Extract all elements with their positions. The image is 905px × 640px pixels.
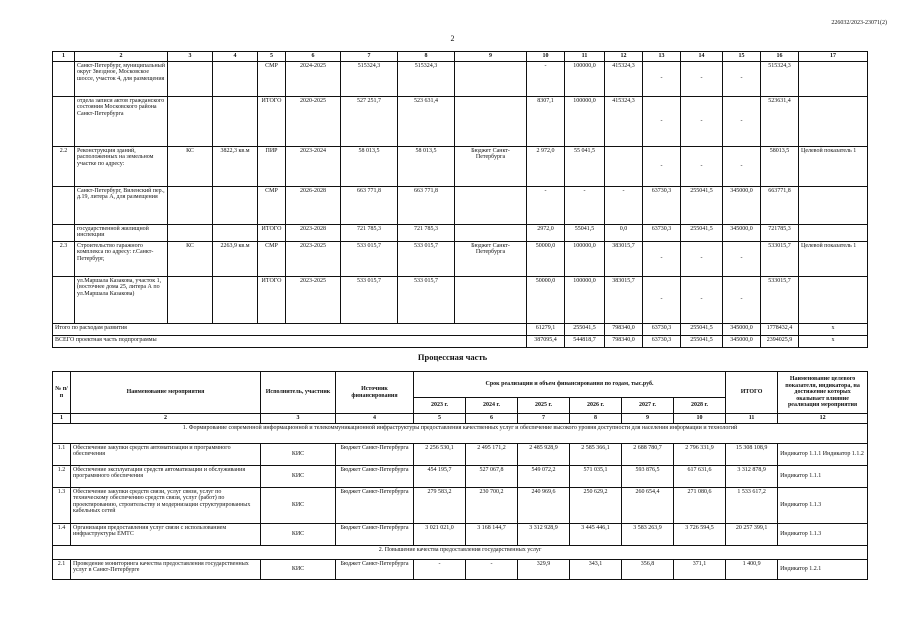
- table-row: [53, 224, 868, 241]
- table-cell: Санкт-Петербург, Виленский пер., д.19, литера А, для размещения: [75, 186, 168, 224]
- row-year-value: 329,9: [518, 559, 570, 579]
- total-development-row: [53, 323, 868, 335]
- table-cell: -: [643, 276, 681, 323]
- table-cell: 100000,0: [565, 276, 605, 323]
- year-header: 2025 г.: [518, 398, 570, 414]
- table-cell: 2020-2025: [286, 96, 341, 146]
- table-cell: Санкт-Петербург, муниципальный округ Звездное, Московское шоссе, участок 4, для размещения: [75, 61, 168, 96]
- table-cell: [53, 61, 75, 96]
- table-row: [53, 96, 868, 146]
- capital-works-table: [52, 51, 868, 348]
- row-executor: КИС: [261, 465, 336, 487]
- total-value: 2394025,9: [761, 335, 799, 347]
- table-cell: 255041,5: [681, 186, 723, 224]
- table-cell: -: [723, 96, 761, 146]
- table-row: [53, 186, 868, 224]
- table-cell: [799, 61, 868, 96]
- table-cell: -: [643, 241, 681, 276]
- process-part-table: [52, 371, 868, 580]
- table-cell: [213, 96, 258, 146]
- column-number: 9: [622, 414, 674, 424]
- table-cell: [455, 96, 527, 146]
- table-cell: 533 015,7: [398, 241, 455, 276]
- row-year-value: 3 726 594,5: [674, 523, 726, 545]
- column-number: 10: [674, 414, 726, 424]
- table-cell: 2023-2025: [286, 241, 341, 276]
- year-header: 2024 г.: [466, 398, 518, 414]
- table-cell: -: [681, 241, 723, 276]
- table-cell: КС: [168, 241, 213, 276]
- row-year-value: 271 080,6: [674, 487, 726, 523]
- table-cell: 663771,8: [761, 186, 799, 224]
- row-name: Обеспечение эксплуатации средств автоматизации и обслуживания программного обеспечения: [71, 465, 261, 487]
- table-cell: 2026-2028: [286, 186, 341, 224]
- table-cell: 383015,7: [605, 276, 643, 323]
- row-indicator: Индикатор 1.1.1: [778, 465, 868, 487]
- column-number: 11: [726, 414, 778, 424]
- table-cell: 523 631,4: [398, 96, 455, 146]
- column-number: 6: [286, 52, 341, 62]
- table-cell: 3822,3 кв.м: [213, 146, 258, 186]
- row-number: 1.4: [53, 523, 71, 545]
- header-name: Наименование мероприятия: [71, 372, 261, 414]
- total-project-row: [53, 335, 868, 347]
- table-cell: [168, 96, 213, 146]
- row-indicator: Индикатор 1.2.1: [778, 559, 868, 579]
- table-cell: [168, 224, 213, 241]
- column-number: 4: [336, 414, 414, 424]
- row-total: 3 312 878,9: [726, 465, 778, 487]
- table-cell: 0,0: [605, 224, 643, 241]
- table-cell: 2 972,0: [527, 146, 565, 186]
- table-cell: 50000,0: [527, 241, 565, 276]
- table-cell: [455, 186, 527, 224]
- table-cell: 383015,7: [605, 241, 643, 276]
- table-cell: государственной жилищной инспекции: [75, 224, 168, 241]
- column-number: 8: [398, 52, 455, 62]
- table-row: [53, 61, 868, 96]
- column-number: 11: [565, 52, 605, 62]
- table-cell: [213, 224, 258, 241]
- row-source: Бюджет Санкт-Петербурга: [336, 523, 414, 545]
- row-number: 1.3: [53, 487, 71, 523]
- column-number: 7: [518, 414, 570, 424]
- section-2-heading: 2. Повышение качества предоставления государственных услуг: [53, 545, 868, 559]
- table-cell: -: [681, 276, 723, 323]
- table-cell: 2023-2024: [286, 146, 341, 186]
- table-row: [53, 443, 868, 465]
- table-cell: Целевой показатель 1: [799, 241, 868, 276]
- row-year-value: 343,1: [570, 559, 622, 579]
- table-cell: 50000,0: [527, 276, 565, 323]
- row-year-value: 2 585 366,1: [570, 443, 622, 465]
- row-year-value: 571 035,1: [570, 465, 622, 487]
- column-number: 10: [527, 52, 565, 62]
- row-year-value: 371,1: [674, 559, 726, 579]
- table-cell: 721 785,3: [398, 224, 455, 241]
- table-cell: -: [527, 61, 565, 96]
- table-cell: -: [643, 96, 681, 146]
- column-number: 14: [681, 52, 723, 62]
- row-number: 2.1: [53, 559, 71, 579]
- row-year-value: 2 495 171,2: [466, 443, 518, 465]
- row-year-value: 260 654,4: [622, 487, 674, 523]
- table-row: [53, 241, 868, 276]
- column-number: 1: [53, 52, 75, 62]
- row-year-value: 356,8: [622, 559, 674, 579]
- table-cell: Бюджет Санкт-Петербурга: [455, 146, 527, 186]
- table-cell: [799, 224, 868, 241]
- row-number: 1.2: [53, 465, 71, 487]
- table-cell: -: [527, 186, 565, 224]
- total-value: 387095,4: [527, 335, 565, 347]
- table-cell: 415324,3: [605, 61, 643, 96]
- row-year-value: 230 700,2: [466, 487, 518, 523]
- table-cell: 515324,3: [341, 61, 398, 96]
- row-year-value: 593 876,5: [622, 465, 674, 487]
- row-year-value: -: [414, 559, 466, 579]
- total-label: ВСЕГО проектная часть подпрограммы: [53, 335, 527, 347]
- table-cell: 515324,3: [398, 61, 455, 96]
- row-executor: КИС: [261, 523, 336, 545]
- row-year-value: 2 256 530,1: [414, 443, 466, 465]
- year-header: 2023 г.: [414, 398, 466, 414]
- table-row: [53, 465, 868, 487]
- year-header: 2027 г.: [622, 398, 674, 414]
- section-1-heading: 1. Формирование современной информационной и телекоммуникационной инфраструктуры предоставления качественных услуг и обеспечение высокого уровня доступности для населения информации и технологий: [53, 423, 868, 443]
- table-cell: [213, 186, 258, 224]
- table-cell: 2023-2025: [286, 276, 341, 323]
- total-value: 798340,0: [605, 323, 643, 335]
- row-year-value: 240 969,6: [518, 487, 570, 523]
- table-cell: -: [681, 96, 723, 146]
- table-cell: 100000,0: [565, 96, 605, 146]
- table-cell: -: [723, 276, 761, 323]
- table-row: [53, 487, 868, 523]
- total-value: 544818,7: [565, 335, 605, 347]
- row-year-value: 3 583 263,9: [622, 523, 674, 545]
- table-cell: -: [605, 186, 643, 224]
- table-cell: [168, 276, 213, 323]
- row-year-value: 279 583,2: [414, 487, 466, 523]
- table-cell: 415324,3: [605, 96, 643, 146]
- row-year-value: 3 021 021,0: [414, 523, 466, 545]
- table-cell: 2972,0: [527, 224, 565, 241]
- table-cell: [53, 96, 75, 146]
- column-number: 6: [466, 414, 518, 424]
- table-cell: 345000,0: [723, 186, 761, 224]
- row-executor: КИС: [261, 487, 336, 523]
- row-year-value: 617 631,6: [674, 465, 726, 487]
- total-value: 255041,5: [681, 335, 723, 347]
- column-number: 2: [71, 414, 261, 424]
- table-cell: [605, 146, 643, 186]
- column-number: 5: [414, 414, 466, 424]
- table-cell: [455, 224, 527, 241]
- document-id: 226032/2023-23071(2): [831, 20, 887, 26]
- row-executor: КИС: [261, 559, 336, 579]
- table-cell: 55041,5: [565, 224, 605, 241]
- table-cell: 100000,0: [565, 61, 605, 96]
- table-cell: 2024-2025: [286, 61, 341, 96]
- total-mark: x: [799, 323, 868, 335]
- row-year-value: 250 629,2: [570, 487, 622, 523]
- table-cell: -: [681, 61, 723, 96]
- row-name: Проведение мониторинга качества предоставления государственных услуг в Санкт-Петербурге: [71, 559, 261, 579]
- row-year-value: 3 168 144,7: [466, 523, 518, 545]
- header-no: № п/п: [53, 372, 71, 414]
- table-cell: ул.Маршала Казакова, участок 1, (восточнее дома 25, литера А по ул.Маршала Казакова): [75, 276, 168, 323]
- column-number: 3: [168, 52, 213, 62]
- column-number: 8: [570, 414, 622, 424]
- row-source: Бюджет Санкт-Петербурга: [336, 487, 414, 523]
- table-cell: 533 015,7: [398, 276, 455, 323]
- column-number: 9: [455, 52, 527, 62]
- table-cell: [799, 96, 868, 146]
- column-number: 7: [341, 52, 398, 62]
- row-year-value: -: [466, 559, 518, 579]
- table-cell: ПИР: [258, 146, 286, 186]
- table-cell: 2263,9 кв.м: [213, 241, 258, 276]
- table-cell: 533 015,7: [341, 276, 398, 323]
- table-cell: 2023-2028: [286, 224, 341, 241]
- table-cell: 533 015,7: [341, 241, 398, 276]
- table-cell: ИТОГО: [258, 276, 286, 323]
- table-cell: СМР: [258, 186, 286, 224]
- table-cell: [168, 186, 213, 224]
- table-cell: [799, 186, 868, 224]
- header-period: Срок реализации и объем финансирования по годам, тыс.руб.: [414, 372, 726, 398]
- table-cell: [53, 186, 75, 224]
- year-header: 2026 г.: [570, 398, 622, 414]
- row-name: Организация предоставления услуг связи с использованием инфраструктуры ЕМТС: [71, 523, 261, 545]
- table-cell: КС: [168, 146, 213, 186]
- table-cell: 255041,5: [681, 224, 723, 241]
- total-label: Итого по расходам развития: [53, 323, 527, 335]
- table-row: [53, 559, 868, 579]
- column-number: 16: [761, 52, 799, 62]
- table-cell: [53, 224, 75, 241]
- table-cell: ИТОГО: [258, 224, 286, 241]
- table-cell: [53, 276, 75, 323]
- table-cell: 63730,3: [643, 186, 681, 224]
- table-cell: 663 771,8: [341, 186, 398, 224]
- table-cell: 55 041,5: [565, 146, 605, 186]
- table-cell: Целевой показатель 1: [799, 146, 868, 186]
- total-value: 1778432,4: [761, 323, 799, 335]
- total-value: 61279,1: [527, 323, 565, 335]
- total-value: 255041,5: [681, 323, 723, 335]
- row-source: Бюджет Санкт-Петербурга: [336, 559, 414, 579]
- table-cell: 523631,4: [761, 96, 799, 146]
- row-year-value: 527 067,8: [466, 465, 518, 487]
- row-year-value: 3 445 446,1: [570, 523, 622, 545]
- row-year-value: 2 688 780,7: [622, 443, 674, 465]
- year-header: 2028 г.: [674, 398, 726, 414]
- table-cell: -: [643, 61, 681, 96]
- row-year-value: 3 312 928,9: [518, 523, 570, 545]
- total-value: 63730,3: [643, 335, 681, 347]
- page-number: 2: [450, 34, 455, 43]
- total-value: 63730,3: [643, 323, 681, 335]
- column-number: 12: [778, 414, 868, 424]
- table-cell: 58 013,5: [398, 146, 455, 186]
- table-cell: Строительство гаражного комплекса по адресу: г.Санкт-Петербург,: [75, 241, 168, 276]
- table-cell: 2.2: [53, 146, 75, 186]
- total-value: 345000,0: [723, 323, 761, 335]
- table-cell: [799, 276, 868, 323]
- row-total: 1 533 617,2: [726, 487, 778, 523]
- table-cell: 2.3: [53, 241, 75, 276]
- table-cell: 63730,3: [643, 224, 681, 241]
- table-cell: -: [723, 146, 761, 186]
- column-number: 15: [723, 52, 761, 62]
- row-indicator: Индикатор 1.1.3: [778, 523, 868, 545]
- table-cell: 58013,5: [761, 146, 799, 186]
- table-row: [53, 146, 868, 186]
- table-cell: -: [723, 241, 761, 276]
- row-name: Обеспечение закупки средств автоматизации и программного обеспечения: [71, 443, 261, 465]
- table-cell: 345000,0: [723, 224, 761, 241]
- table-cell: [213, 276, 258, 323]
- process-part-title: Процессная часть: [417, 352, 488, 362]
- column-number: 13: [643, 52, 681, 62]
- row-year-value: 454 195,7: [414, 465, 466, 487]
- total-value: 255041,5: [565, 323, 605, 335]
- column-number: 12: [605, 52, 643, 62]
- row-indicator: Индикатор 1.1.3: [778, 487, 868, 523]
- row-name: Обеспечение закупки средств связи, услуг связи, услуг по техническому обеспечению средств связи, услуг (работ) по проектированию, строительству и модернизации структурированных кабельных сетей: [71, 487, 261, 523]
- table-cell: 663 771,8: [398, 186, 455, 224]
- column-number: 2: [75, 52, 168, 62]
- table-cell: [213, 61, 258, 96]
- table-cell: [168, 61, 213, 96]
- table-cell: Бюджет Санкт-Петербурга: [455, 241, 527, 276]
- header-total: ИТОГО: [726, 372, 778, 414]
- row-total: 1 400,9: [726, 559, 778, 579]
- row-executor: КИС: [261, 443, 336, 465]
- table-cell: -: [643, 146, 681, 186]
- table-cell: -: [565, 186, 605, 224]
- table-cell: 721 785,3: [341, 224, 398, 241]
- header-source: Источник финансирования: [336, 372, 414, 414]
- table-cell: СМР: [258, 61, 286, 96]
- row-number: 1.1: [53, 443, 71, 465]
- table-cell: Реконструкция зданий, расположенных на земельном участке по адресу:: [75, 146, 168, 186]
- row-source: Бюджет Санкт-Петербурга: [336, 443, 414, 465]
- header-executor: Исполнитель, участник: [261, 372, 336, 414]
- table-cell: [455, 276, 527, 323]
- table-cell: 8307,1: [527, 96, 565, 146]
- table-cell: 533015,7: [761, 241, 799, 276]
- row-indicator: Индикатор 1.1.1 Индикатор 1.1.2: [778, 443, 868, 465]
- row-year-value: 2 796 331,9: [674, 443, 726, 465]
- header-indicator: Наименование целевого показателя, индикатора, на достижение которых оказывает влияние реализация мероприятия: [778, 372, 868, 414]
- column-number: 17: [799, 52, 868, 62]
- table-row: [53, 523, 868, 545]
- total-mark: x: [799, 335, 868, 347]
- table-cell: -: [723, 61, 761, 96]
- column-number: 5: [258, 52, 286, 62]
- table-cell: 100000,0: [565, 241, 605, 276]
- table-cell: 58 013,5: [341, 146, 398, 186]
- row-year-value: 549 072,2: [518, 465, 570, 487]
- column-number: 4: [213, 52, 258, 62]
- table-cell: 527 251,7: [341, 96, 398, 146]
- row-year-value: 2 485 928,9: [518, 443, 570, 465]
- row-total: 15 308 108,9: [726, 443, 778, 465]
- table-cell: ИТОГО: [258, 96, 286, 146]
- row-source: Бюджет Санкт-Петербурга: [336, 465, 414, 487]
- table-cell: 533015,7: [761, 276, 799, 323]
- table-row: [53, 276, 868, 323]
- total-value: 345000,0: [723, 335, 761, 347]
- table-cell: отдела записи актов гражданского состояния Московского района Санкт-Петербурга: [75, 96, 168, 146]
- column-number: 1: [53, 414, 71, 424]
- column-number: 3: [261, 414, 336, 424]
- table-cell: СМР: [258, 241, 286, 276]
- row-total: 20 257 399,1: [726, 523, 778, 545]
- table-cell: [455, 61, 527, 96]
- table-cell: 721785,3: [761, 224, 799, 241]
- table-cell: 515324,3: [761, 61, 799, 96]
- table-cell: -: [681, 146, 723, 186]
- total-value: 798340,0: [605, 335, 643, 347]
